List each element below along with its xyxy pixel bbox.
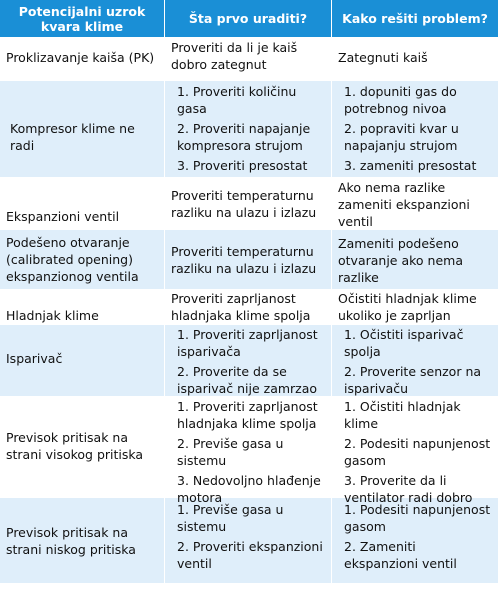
first-step-cell bbox=[165, 397, 332, 505]
first-step-cell: Proveriti zaprljanost hladnjaka klime spolja bbox=[165, 290, 332, 324]
list-item: 1. Proveriti količinu gasa bbox=[177, 84, 297, 116]
cause-cell: Proklizavanje kaiša (PK) bbox=[0, 38, 165, 80]
cause-cell: Ekspanzioni ventil bbox=[0, 178, 165, 229]
list-item: 1. dopuniti gas do potrebnog nivoa bbox=[344, 84, 457, 116]
table-row bbox=[0, 397, 498, 505]
solution-cell: Zameniti podešeno otvaranje ako nema razlike bbox=[338, 236, 463, 285]
solution-cell bbox=[332, 81, 498, 177]
solution-cell bbox=[332, 498, 498, 583]
list-item: 2. popraviti kvar u napajanju strujom bbox=[344, 121, 459, 153]
table-row bbox=[0, 498, 498, 584]
cause-cell: Previsok pritisak na strani visokog pritiska bbox=[0, 397, 165, 497]
first-step-cell bbox=[165, 81, 332, 177]
list-item: 1. Proveriti zaprljanost hladnjaka klime spolja bbox=[177, 399, 318, 431]
list-item: 1. Očistiti hladnjak klime bbox=[344, 399, 461, 431]
list-item: 2. Proveriti napajanje kompresora strujom bbox=[177, 121, 311, 153]
header-solution: Kako rešiti problem? bbox=[342, 11, 488, 26]
header-first-step: Šta prvo uraditi? bbox=[165, 0, 332, 37]
solution-cell: Očistiti hladnjak klime ukoliko je zaprljan bbox=[338, 291, 477, 323]
first-step-cell bbox=[165, 498, 332, 583]
header-cause: Potencijalni uzrok kvara klime bbox=[0, 0, 165, 37]
table-row bbox=[0, 230, 498, 290]
table-row bbox=[0, 325, 498, 397]
first-step-cell: Proveriti da li je kaiš dobro zategnut bbox=[165, 38, 332, 80]
cause-cell: Isparivač bbox=[0, 325, 165, 396]
list-item: 3. Proveriti presostat bbox=[177, 158, 308, 173]
list-item: 2. Proverite senzor na isparivaču bbox=[344, 364, 482, 396]
list-item: 1. Proveriti zaprljanost isparivača bbox=[177, 327, 318, 359]
list-item: 1. Očistiti isparivač spolja bbox=[344, 327, 464, 359]
table-row bbox=[0, 290, 498, 325]
solution-cell: Ako nema razlike zameniti ekspanzioni ventil bbox=[338, 180, 470, 229]
solution-cell bbox=[332, 325, 498, 396]
list-item: 2. Proveriti ekspanzioni ventil bbox=[177, 539, 323, 571]
list-item: 3. Nedovoljno hlađenje motora bbox=[177, 473, 321, 505]
list-item: 2. Zameniti ekspanzioni ventil bbox=[344, 539, 457, 571]
solution-cell: Zategnuti kaiš bbox=[338, 50, 428, 65]
list-item: 1. Podesiti napunjenost gasom bbox=[344, 502, 491, 534]
cause-cell: Hladnjak klime bbox=[0, 290, 165, 324]
cause-cell: Podešeno otvaranje (calibrated opening) ekspanzionog ventila bbox=[0, 230, 165, 289]
list-item: 3. Proverite da li ventilator radi dobro bbox=[344, 473, 473, 505]
cause-cell: Previsok pritisak na strani niskog pritiska bbox=[0, 498, 165, 583]
cause-cell: Kompresor klime ne radi bbox=[0, 81, 165, 177]
table-row bbox=[0, 81, 498, 178]
first-step-cell bbox=[165, 325, 332, 396]
list-item: 2. Previše gasa u sistemu bbox=[177, 436, 284, 468]
list-item: 1. Previše gasa u sistemu bbox=[177, 502, 284, 534]
list-item: 2. Proverite da se isparivač nije zamrzao bbox=[177, 364, 318, 396]
first-step-cell: Proveriti temperaturnu razliku na ulazu i izlazu bbox=[165, 230, 332, 289]
list-item: 2. Podesiti napunjenost gasom bbox=[344, 436, 491, 468]
first-step-cell: Proveriti temperaturnu razliku na ulazu i izlazu bbox=[165, 178, 332, 229]
table-header bbox=[0, 0, 498, 38]
table-row bbox=[0, 178, 498, 230]
table-row bbox=[0, 38, 498, 81]
list-item: 3. zameniti presostat bbox=[344, 158, 477, 173]
solution-cell bbox=[332, 397, 498, 505]
